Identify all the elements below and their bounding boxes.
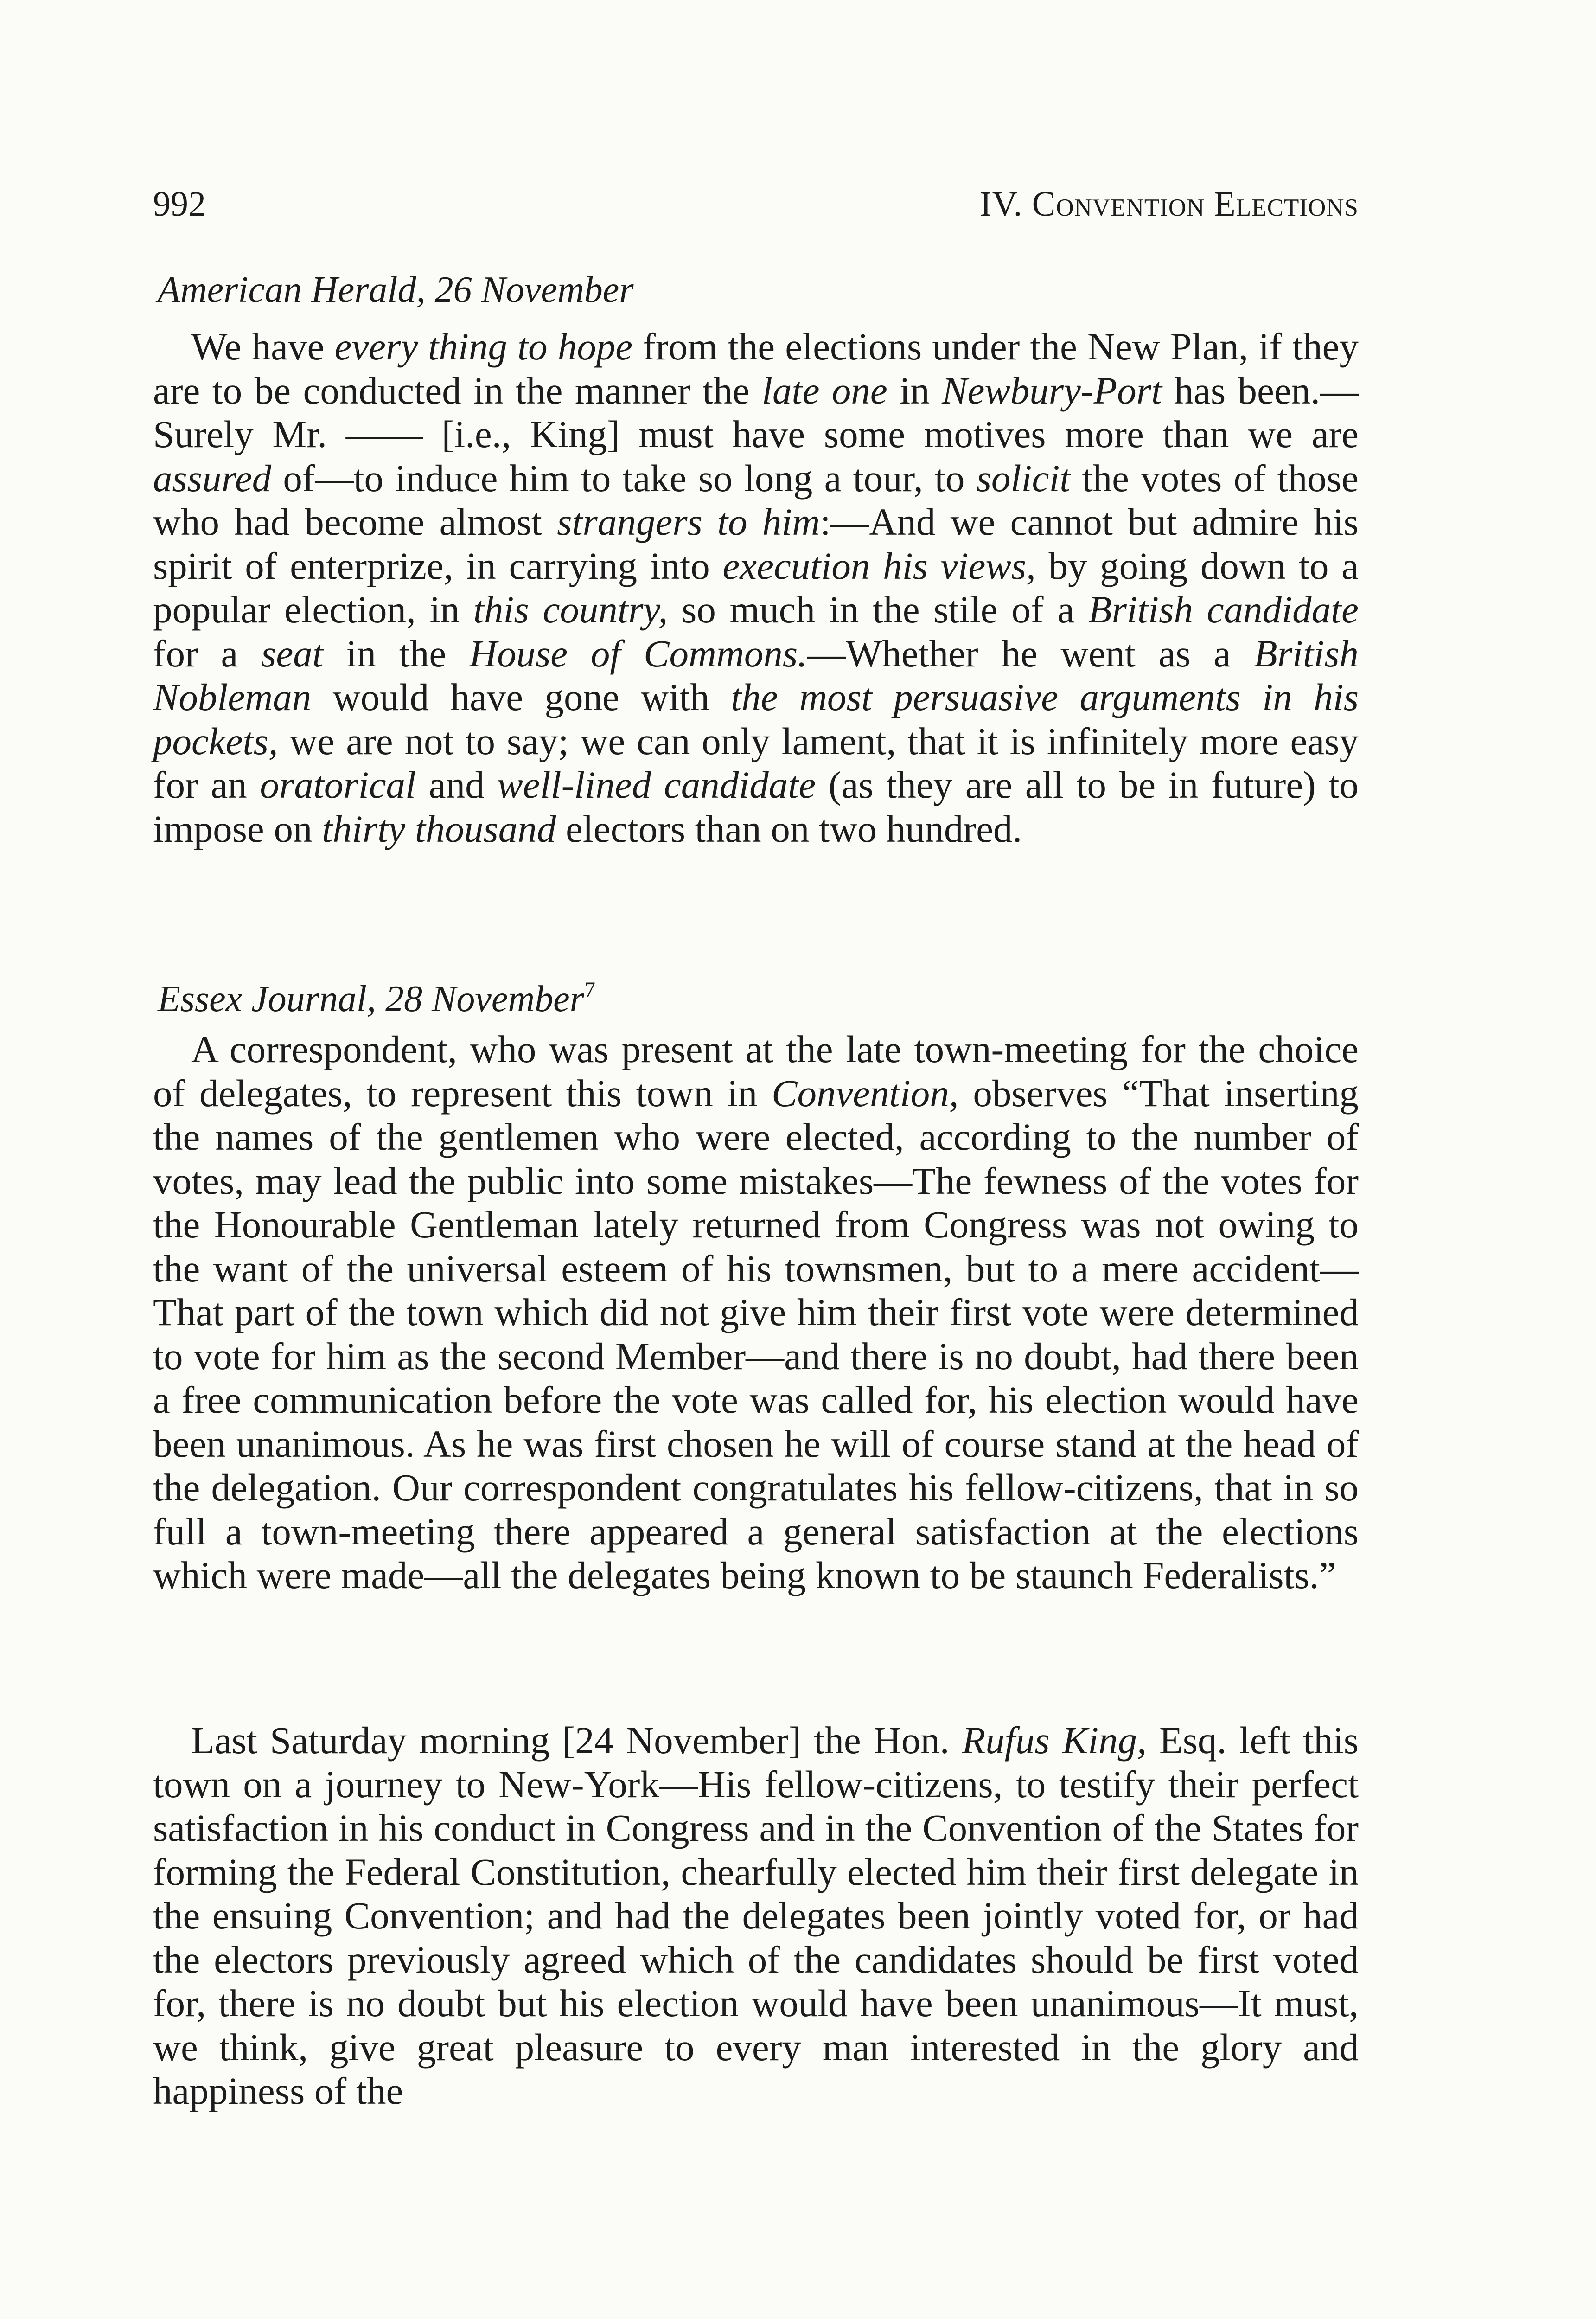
source-heading-american-herald: American Herald, 26 November <box>158 269 634 310</box>
paragraph: A correspondent, who was present at the late town-meeting for the choice of delegates, to represent this town in Convention, observes “That inserting the names of the gentlemen who were elected, according to the number of votes, may lead the public into some mistakes—The fewness of the votes for the Honourable Gentleman lately returned from Congress was not owing to the want of the universal esteem of his townsmen, but to a mere accident—That part of the town which did not give him their first vote were determined to vote for him as the second Member—and there is no doubt, had there been a free communication before the vote was called for, his election would have been unanimous. As he was first chosen he will of course stand at the head of the delegation. Our correspondent congratulates his fellow-citizens, that in so full a town-meeting there appeared a general satisfaction at the elections which were made—all the delegates being known to be staunch Federalists.” <box>153 1028 1359 1596</box>
source-heading-essex-journal: Essex Journal, 28 November$^7$ <box>158 978 595 1019</box>
page-number: 992 <box>153 185 206 224</box>
document-page <box>153 0 1359 2319</box>
running-head: IV. Convention Elections <box>980 185 1359 224</box>
page-header <box>153 179 1359 230</box>
paragraph: Last Saturday morning [24 November] the Hon. Rufus King, Esq. left this town on a journey to New-York—His fellow-citizens, to testify their perfect satisfaction in his conduct in Congress and in the Convention of the States for forming the Federal Constitution, chearfully elected him their first delegate in the ensuing Convention; and had the delegates been jointly voted for, or had the electors previously agreed which of the candidates should be first voted for, there is no doubt but his election would have been unanimous—It must, we think, give great pleasure to every man interested in the glory and happiness of the <box>153 1719 1359 2112</box>
footnote-reference: 7 <box>584 978 595 1002</box>
paragraph: We have every thing to hope from the elections under the New Plan, if they are to be conducted in the manner the late one in Newbury-Port has been.—Surely Mr. —— [i.e., King] must have some motives more than we are assured of—to induce him to take so long a tour, to solicit the votes of those who had become almost strangers to him:—And we cannot but admire his spirit of enterprize, in carrying into execution his views, by going down to a popular election, in this country, so much in the stile of a British candidate for a seat in the House of Commons.—Whether he went as a British Nobleman would have gone with the most persuasive arguments in his pockets, we are not to say; we can only lament, that it is infinitely more easy for an oratorical and well-lined candidate (as they are all to be in future) to impose on thirty thousand electors than on two hundred. <box>153 325 1359 850</box>
